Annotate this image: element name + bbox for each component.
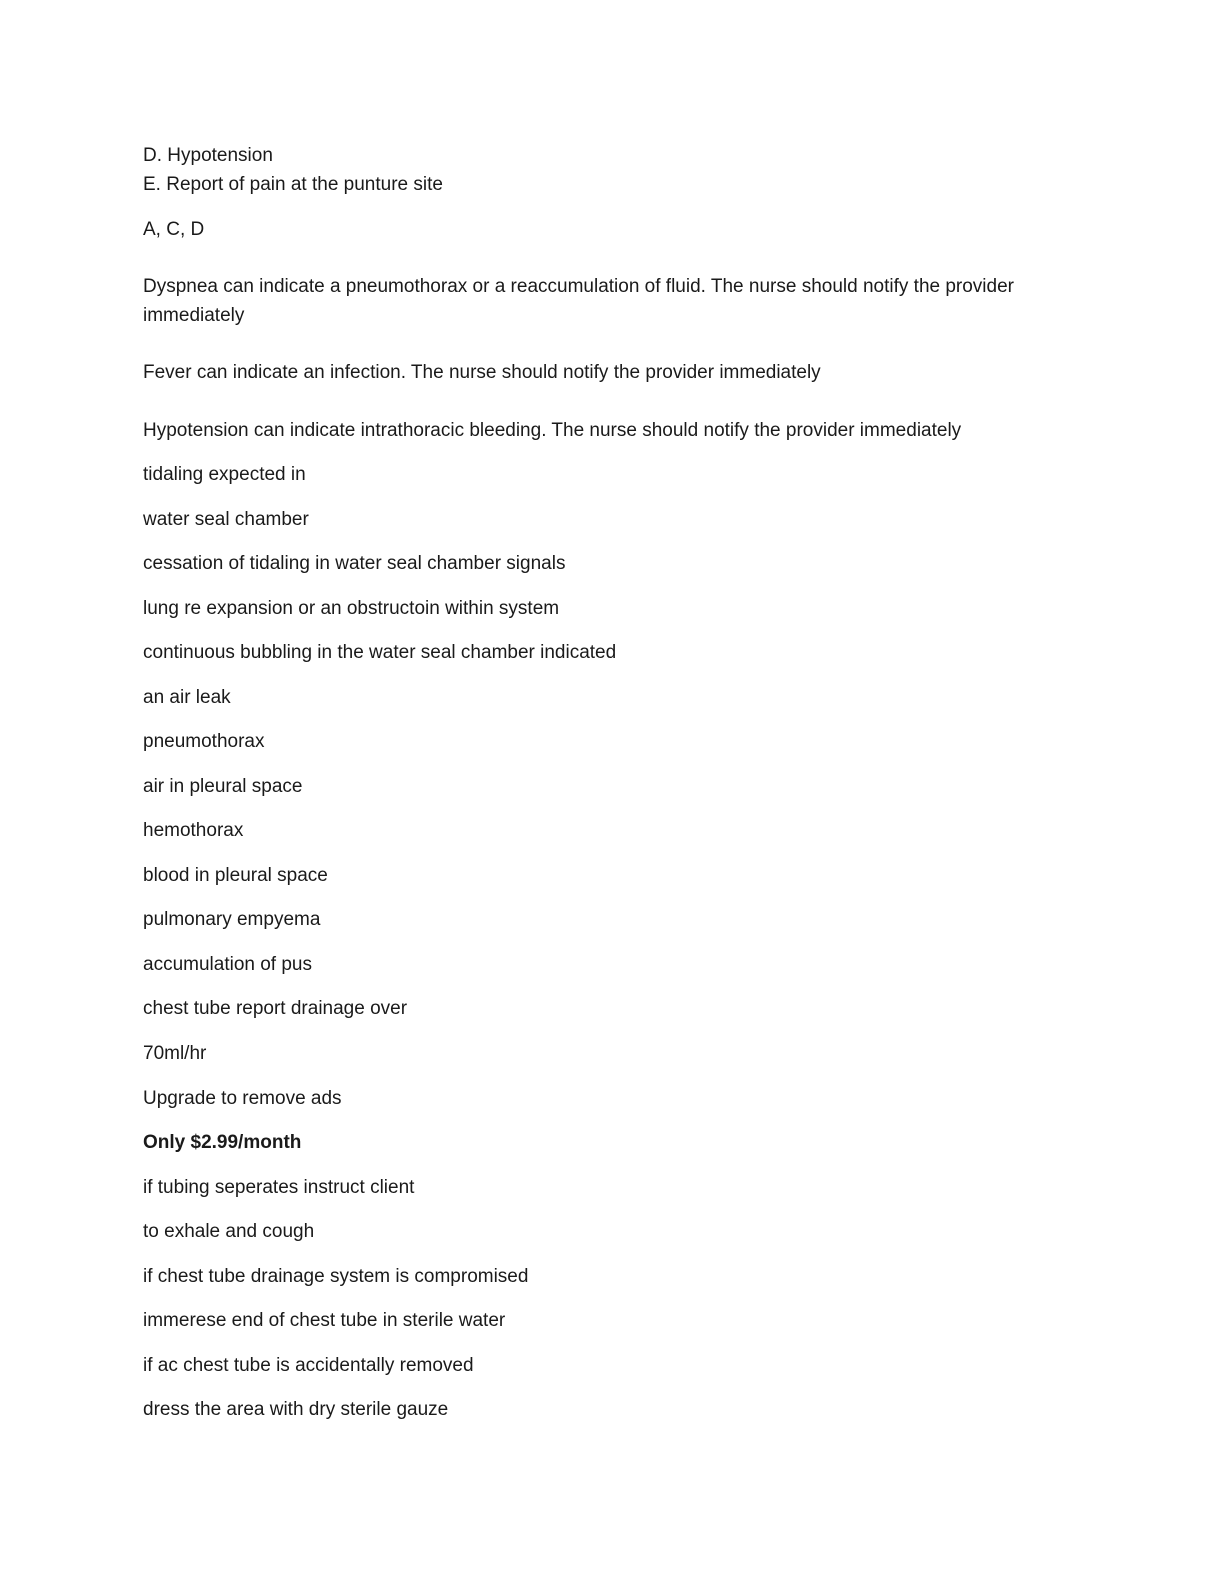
flashcard-definition: water seal chamber xyxy=(143,509,309,530)
flashcard-term: cessation of tidaling in water seal chamber signals xyxy=(143,553,566,574)
flashcard-definition: 70ml/hr xyxy=(143,1043,207,1064)
flashcard-definition: blood in pleural space xyxy=(143,865,328,886)
rationale-fever: Fever can indicate an infection. The nurse should notify the provider immediately xyxy=(143,362,821,383)
rationale-hypotension: Hypotension can indicate intrathoracic bleeding. The nurse should notify the provider immediately xyxy=(143,420,962,441)
flashcard-definition: accumulation of pus xyxy=(143,954,312,975)
flashcard-definition: air in pleural space xyxy=(143,776,303,797)
rationale-dyspnea: Dyspnea can indicate a pneumothorax or a reaccumulation of fluid. The nurse should notify the provider immediately xyxy=(143,276,1014,326)
flashcard-term: if tubing seperates instruct client xyxy=(143,1177,415,1198)
flashcard-definition: immerese end of chest tube in sterile water xyxy=(143,1310,506,1331)
flashcard-definition: lung re expansion or an obstructoin within system xyxy=(143,598,560,619)
price-text: Only $2.99/month xyxy=(143,1132,302,1153)
flashcard-term: hemothorax xyxy=(143,820,244,841)
option-d: D. Hypotension xyxy=(143,145,273,166)
flashcard-term: pulmonary empyema xyxy=(143,909,321,930)
flashcard-definition: dress the area with dry sterile gauze xyxy=(143,1399,449,1420)
answer-key: A, C, D xyxy=(143,219,205,240)
option-e: E. Report of pain at the punture site xyxy=(143,174,443,195)
flashcard-term: pneumothorax xyxy=(143,731,265,752)
flashcard-definition: an air leak xyxy=(143,687,231,708)
flashcard-definition: to exhale and cough xyxy=(143,1221,315,1242)
upgrade-link[interactable]: Upgrade to remove ads xyxy=(143,1088,342,1109)
flashcard-term: chest tube report drainage over xyxy=(143,998,408,1019)
flashcard-term: tidaling expected in xyxy=(143,464,306,485)
flashcard-term: continuous bubbling in the water seal chamber indicated xyxy=(143,642,617,663)
flashcard-term: if chest tube drainage system is compromised xyxy=(143,1266,529,1287)
flashcard-term: if ac chest tube is accidentally removed xyxy=(143,1355,474,1376)
